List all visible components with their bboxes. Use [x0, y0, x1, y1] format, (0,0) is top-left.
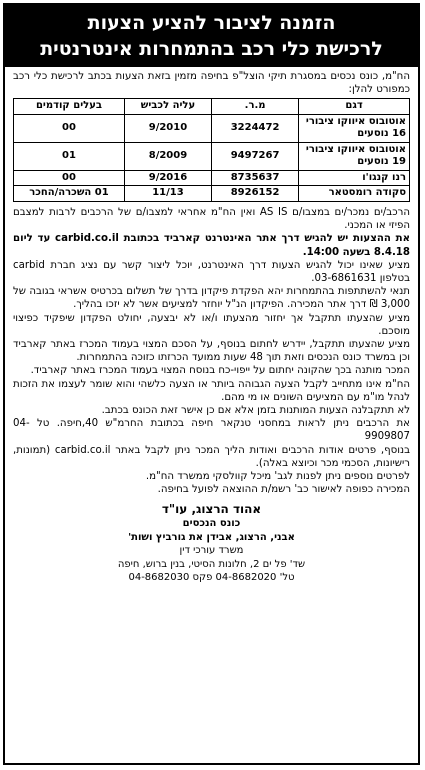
- table-header-row: [14, 99, 410, 115]
- table-row: [14, 142, 410, 170]
- header-plate: מ.ר.: [212, 99, 299, 115]
- contact-paragraph: לפרטים נוספים ניתן לפנות לגב' מיכל קוולסקי ממשרד הח"מ.: [145, 470, 410, 482]
- cell-road-date: 9/2016: [124, 170, 211, 186]
- signature-block: [13, 502, 410, 585]
- phone-bidding-paragraph: מציע שאינו יכול להגיש הצעות דרך האינטרנט, יוכל ליצור קשר עם נציג חברת carbid בטלפון 03-6861631.: [13, 259, 410, 284]
- firm-address: שד' פל ים 2, חלונות הסיטי, בנין ברוש, חיפה: [117, 558, 306, 570]
- notice-body: [5, 67, 418, 585]
- cell-model: סקודה רומסטאר: [299, 186, 410, 202]
- cell-plate: 8926152: [212, 186, 299, 202]
- signer-role: כונס הנכסים: [182, 518, 241, 530]
- submission-paragraph: [13, 232, 410, 258]
- cell-plate: 8735637: [212, 170, 299, 186]
- submission-text: את ההצעות יש להגיש דרך אתר האינטרנט קארביד בכתובת: [123, 233, 410, 245]
- cell-plate: 9497267: [212, 142, 299, 170]
- carbid-link[interactable]: carbid.co.il: [55, 233, 119, 245]
- cell-road-date: 8/2009: [124, 142, 211, 170]
- table-row: [14, 170, 410, 186]
- banner-title: הזמנה לציבור להציע הצעות: [87, 12, 336, 34]
- signer-name: אהוד הרצוג, עו"ד: [161, 502, 262, 517]
- notice-frame: [3, 3, 420, 765]
- table-row: [14, 186, 410, 202]
- intro-text: הח"מ, כונס נכסים במסגרת תיקי הוצל"פ בחיפה מזמין בזאת הצעות בכתב לרכישת כלי רכב כמפורט להלן:: [13, 71, 410, 96]
- agreement-paragraph: מציע שהצעתו תתקבל, יידרש לחתום בנוסף, על הסכם המצוי בעמוד המכרז באתר קארביד וכן במשרד כונס הנכסים וזאת תוך 48 שעות ממועד הכרזתו כזוכה בהתמחרות.: [13, 338, 410, 364]
- banner-subtitle: לרכישת כלי רכב בהתמחרות אינטרנטית: [40, 38, 383, 60]
- notice-banner: [5, 5, 418, 67]
- submission-deadline: עד ליום 8.4.18 בשעה 14:00.: [13, 233, 410, 258]
- header-road-date: עליה לכביש: [124, 99, 211, 115]
- cell-model: אוטובוס איווקו ציבורי 16 נוסעים: [299, 114, 410, 142]
- firm-name: אבני, הרצוג, אבידן את גורביץ ושות': [128, 531, 295, 543]
- table-row: [14, 114, 410, 142]
- cell-owners: 00: [14, 170, 125, 186]
- firm-type: משרד עורכי דין: [179, 545, 244, 557]
- approval-paragraph: המכירה כפופה לאישור כב' רשמ/ת ההוצאה לפועל בחיפה.: [157, 484, 410, 496]
- deposit-paragraph: תנאי להשתתפות בהתמחרות יהא הפקדת פיקדון בדרך של תשלום בכרטיס אשראי בגובה של 3,000 ₪ דרך אתר המכירה. הפיקדון הנ"ל יוחזר למציעים אשר לא יזכו בהליך.: [13, 286, 410, 311]
- cell-owners: 00: [14, 114, 125, 142]
- forfeit-paragraph: מציע שהצעתו תתקבל אך יחזור מהצעתו ו/או לא יבצעה, יחולט הפקדון שיפקיד כפיצוי מוסכם.: [13, 312, 410, 337]
- cell-road-date: 11/13: [124, 186, 211, 202]
- details-paragraph: בנוסף, פרטים אודות הרכבים ואודות הליך המכר ניתן לקבל באתר carbid.co.il (תמונות, רישיונות, הסכמי מכר וכיוצא באלה).: [13, 444, 410, 469]
- cell-plate: 3224472: [212, 114, 299, 142]
- no-obligation-paragraph: הח"מ אינו מתחייב לקבל הצעה הגבוהה ביותר או הצעה כלשהי והוא שומר לעצמו את הזכות לנהל מו"מ עם המציעים השונים או מי מהם.: [13, 378, 410, 403]
- cell-owners: 01: [14, 142, 125, 170]
- cell-owners: 01 השכרה/החכר: [14, 186, 125, 202]
- as-is-paragraph: הרכב/ים נמכר/ים במצבו/ם AS IS ואין הח"מ אחראי למצבו/ם של הרכבים לרבות למצבם הפיזי או המכני.: [13, 206, 410, 232]
- firm-phones: טל' 04-8682020 פקס 04-8682030: [128, 572, 295, 584]
- viewing-paragraph: את הרכבים ניתן לראות במחסני טנקאר חיפה בכתובת החרמ"ש 40,חיפה. טל 04-9909807: [13, 418, 410, 443]
- cell-model: אוטובוס איווקו ציבורי 19 נוסעים: [299, 142, 410, 170]
- vehicles-table: [13, 98, 410, 202]
- header-model: דגם: [299, 99, 410, 115]
- conditional-offers-paragraph: לא תתקבלנה הצעות המותנות בזמן אלא אם כן אישר זאת הכונס בכתב.: [101, 404, 410, 416]
- power-of-attorney-paragraph: המכר מותנה בכך שהקונה יחתום על ייפוי-כח בנוסח המצוי בעמוד המכרז באתר קארביד.: [30, 365, 410, 377]
- cell-model: רנו קנגו'ו: [299, 170, 410, 186]
- cell-road-date: 9/2010: [124, 114, 211, 142]
- header-previous-owners: בעלים קודמים: [14, 99, 125, 115]
